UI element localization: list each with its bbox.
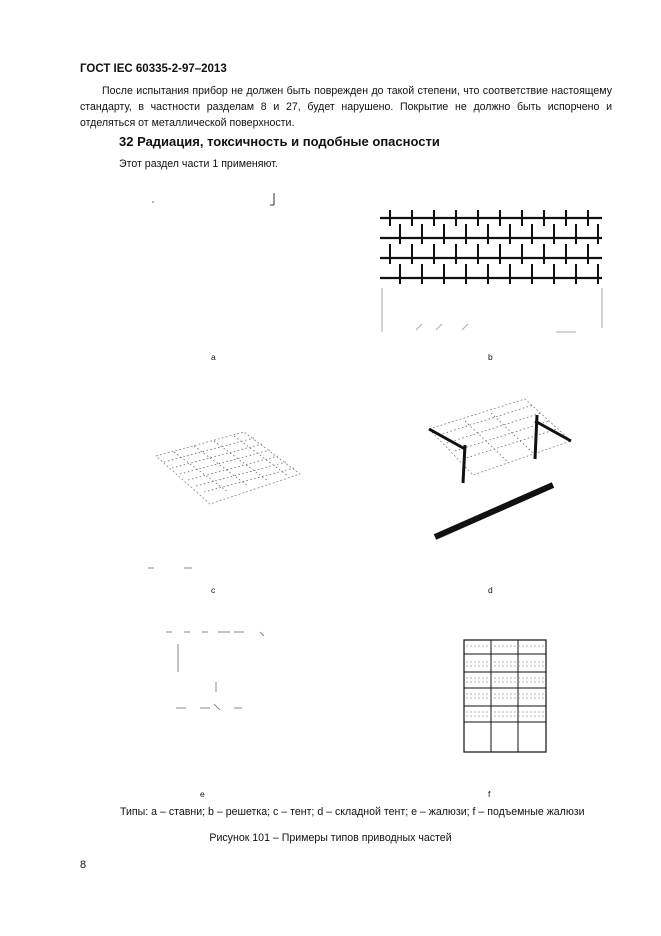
figure-label-f: f (488, 789, 491, 799)
figure-label-c: c (211, 585, 216, 595)
figure-label-d: d (488, 585, 493, 595)
figure-f-roller-blinds (458, 628, 558, 758)
document-header: ГОСТ IEC 60335-2-97–2013 (80, 63, 227, 75)
figure-label-a: a (211, 352, 216, 362)
section-title: 32 Радиация, токсичность и подобные опасности (119, 134, 440, 149)
intro-paragraph: После испытания прибор не должен быть поврежден до такой степени, что соответствие настоящему стандарту, в частности разделам 8 и 27, будет нарушено. Покрытие не должно быть испорчено и отделяться от металлической поверхности. (80, 85, 612, 129)
figure-c-awning (144, 428, 304, 578)
page-number: 8 (80, 859, 87, 871)
figure-b-grille (376, 204, 608, 340)
figure-a-shutters (140, 190, 290, 220)
figure-label-b: b (488, 352, 493, 362)
figure-label-e: e (200, 789, 205, 799)
figure-e-blinds (160, 626, 270, 716)
section-body: Этот раздел части 1 применяют. (119, 158, 278, 170)
figure-caption: Рисунок 101 – Примеры типов приводных частей (209, 832, 452, 844)
figure-d-folding-awning (425, 395, 575, 545)
figure-types-legend: Типы: a – ставни; b – решетка; c – тент; d – складной тент; e – жалюзи; f – подъемные жалюзи (120, 806, 585, 818)
